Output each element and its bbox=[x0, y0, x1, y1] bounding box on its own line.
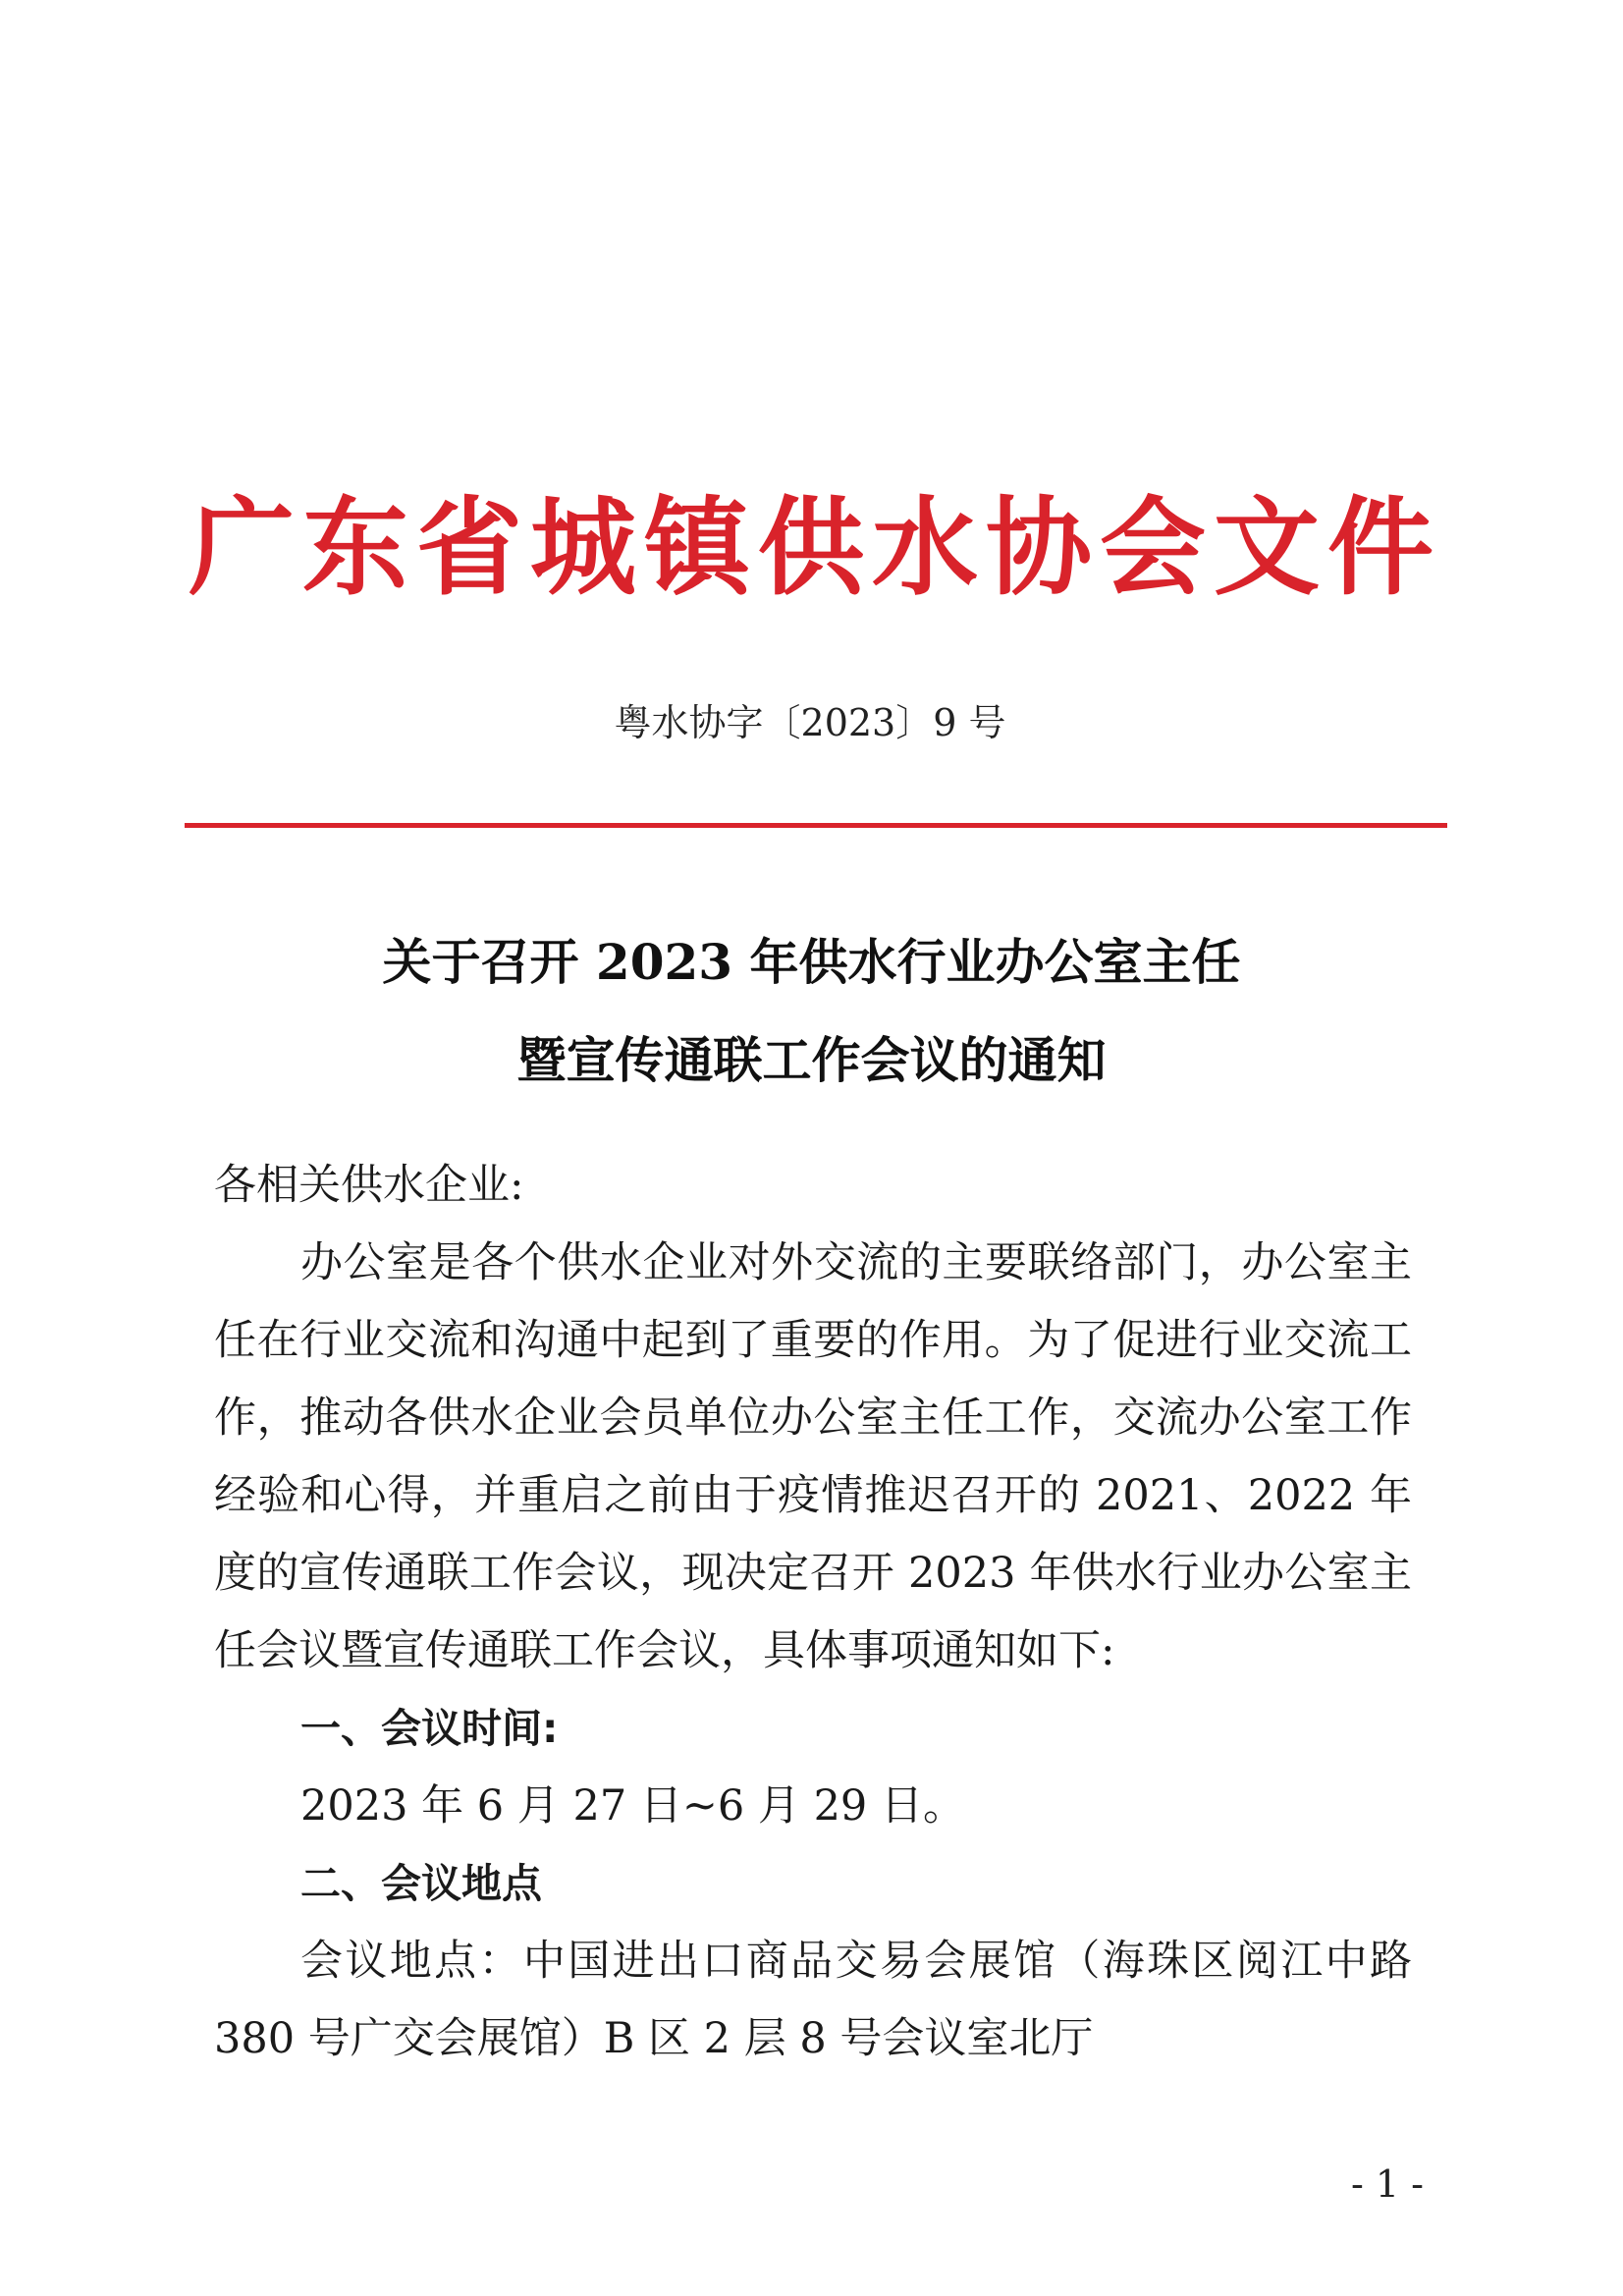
notice-body bbox=[214, 1147, 1412, 2078]
section-content-meeting-time: 2023 年 6 月 27 日~6 月 29 日。 bbox=[300, 1781, 965, 1831]
notice-title bbox=[196, 913, 1427, 1110]
page-number: - 1 - bbox=[1350, 2162, 1424, 2206]
section-content-meeting-location: 会议地点：中国进出口商品交易会展馆（海珠区阅江中路 380 号广交会展馆）B 区 2 层 8 号会议室北厅 bbox=[214, 1937, 1412, 2063]
section-heading-meeting-time: 一、会议时间: bbox=[300, 1705, 559, 1752]
notice-title-line-2: 暨宣传通联工作会议的通知 bbox=[516, 1031, 1107, 1089]
section-heading-meeting-location: 二、会议地点 bbox=[300, 1860, 542, 1907]
intro-paragraph: 办公室是各个供水企业对外交流的主要联络部门，办公室主任在行业交流和沟通中起到了重要的作用。为了促进行业交流工作，推动各供水企业会员单位办公室主任工作，交流办公室工作经验和心得，并重启之前由于疫情推迟召开的 2021、2022 年度的宣传通联工作会议，现决定召开 2023 年供水行业办公室主任会议暨宣传通联工作会议，具体事项通知如下: bbox=[214, 1238, 1412, 1675]
red-separator-line bbox=[185, 823, 1447, 828]
document-number: 粤水协字〔2023〕9 号 bbox=[614, 701, 1006, 744]
notice-title-line-1: 关于召开 2023 年供水行业办公室主任 bbox=[382, 933, 1241, 991]
salutation: 各相关供水企业: bbox=[214, 1161, 524, 1210]
issuer-header-title: 广东省城镇供水协会文件 bbox=[188, 486, 1441, 610]
